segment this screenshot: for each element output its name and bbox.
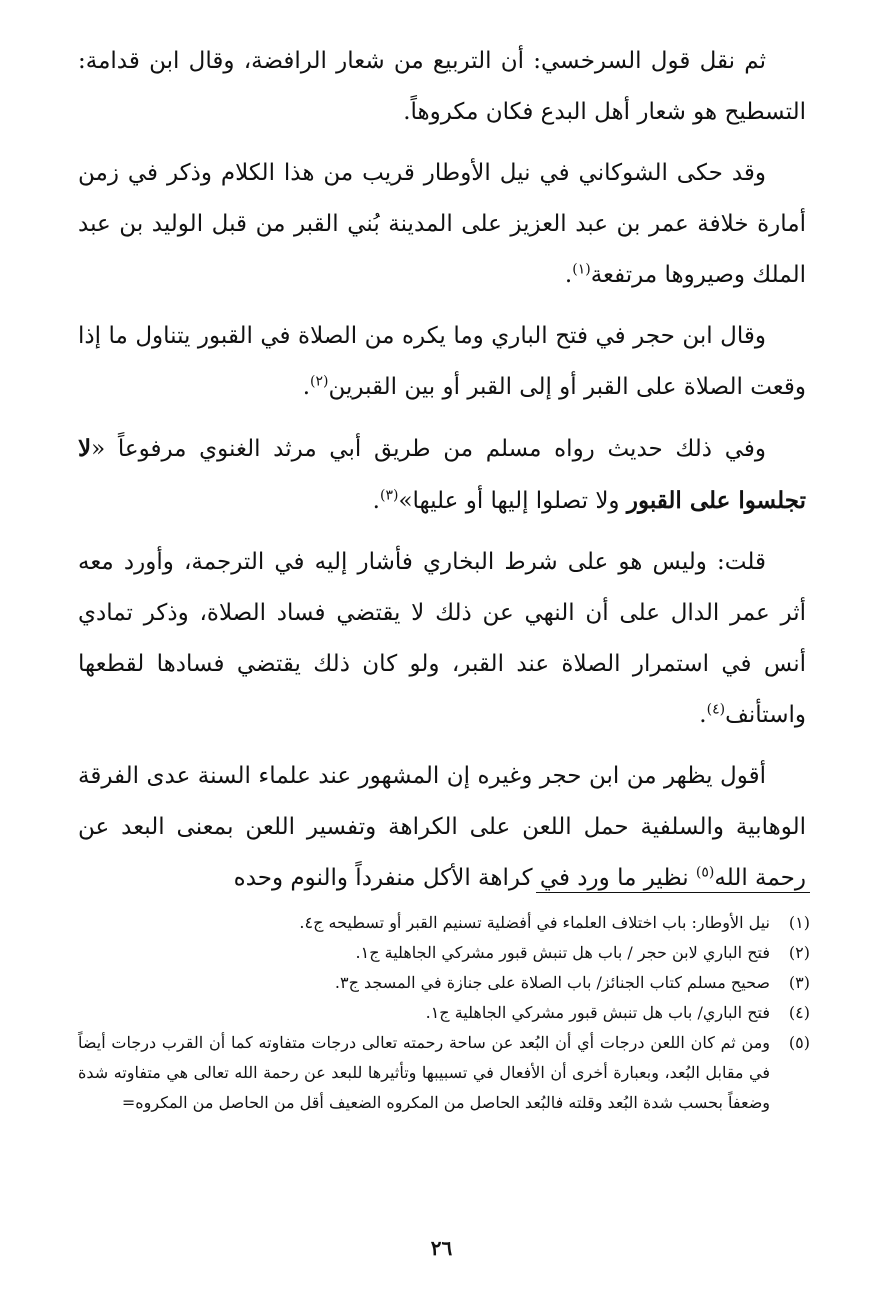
page-number: ٢٦: [430, 1236, 453, 1260]
paragraph: وفي ذلك حديث رواه مسلم من طريق أبي مرثد الغنوي مرفوعاً «لا تجلسوا على القبور ولا تصلوا إليها أو عليها»$^{(٣)}$.: [78, 435, 806, 514]
paragraph: أقول يظهر من ابن حجر وغيره إن المشهور عند علماء السنة عدى الفرقة الوهابية والسلفية حمل اللعن على الكراهة وتفسير اللعن بمعنى البعد عن رحمة الله$^{(٥)}$ نظير ما ورد في كراهة الأكل منفرداً والنوم وحده: [78, 763, 806, 891]
footnote-item: [78, 968, 810, 998]
footnote-number: (٣): [788, 973, 810, 992]
footnote-text: صحيح مسلم كتاب الجنائز/ باب الصلاة على جنازة في المسجد ج٣.: [334, 973, 770, 992]
footnote-ref[interactable]: (٥): [695, 864, 715, 881]
footnote-text: ومن ثم كان اللعن درجات أي أن البُعد عن ساحة رحمته تعالى درجات متفاوته كما أن القرب درجات أيضاً في مقابل البُعد، وبعبارة أخرى أن الأفعال في تسبيبها وتأثيرها للبعد عن رحمة الله تعالى هي متفاوته شدة وضعفاً بحسب شدة البُعد وقلته فالبُعد الحاصل من المكروه الضعيف أقل من الحاصل من المكروه=: [78, 1033, 771, 1112]
paragraph: قلت: وليس هو على شرط البخاري فأشار إليه في الترجمة، وأورد معه أثر عمر الدال على أن النهي عن ذلك لا يقتضي فساد الصلاة، وذكر تمادي أنس في استمرار الصلاة عند القبر، ولو كان ذلك يقتضي فسادها لقطعها واستأنف$^{(٤)}$.: [78, 549, 806, 728]
footnote-item: [78, 908, 810, 938]
footnote-item: [78, 998, 810, 1028]
footnote-ref[interactable]: (٤): [706, 701, 726, 718]
footnotes: [78, 908, 810, 1118]
footnote-divider: [536, 892, 810, 893]
footnote-number: (٢): [788, 943, 810, 962]
footnote-number: (٤): [788, 1003, 810, 1022]
footnote-text: نيل الأوطار: باب اختلاف العلماء في أفضلية تسنيم القبر أو تسطيحه ج٤.: [299, 913, 770, 932]
paragraph: وقال ابن حجر في فتح الباري وما يكره من الصلاة في القبور يتناول ما إذا وقعت الصلاة على القبر أو إلى القبر أو بين القبرين$^{(٢)}$.: [78, 323, 806, 400]
footnote-item: [78, 938, 810, 968]
paragraph: وقد حكى الشوكاني في نيل الأوطار قريب من هذا الكلام وذكر في زمن أمارة خلافة عمر بن عبد العزيز على المدينة بُني القبر من قبل الوليد بن عبد الملك وصيروها مرتفعة$^{(١)}$.: [78, 160, 806, 288]
footnote-text: فتح الباري لابن حجر / باب هل تنبش قبور مشركي الجاهلية ج١.: [355, 943, 770, 962]
footnote-item: [78, 1028, 810, 1118]
footnote-ref[interactable]: (٢): [310, 373, 329, 390]
footnote-text: فتح الباري/ باب هل تنبش قبور مشركي الجاهلية ج١.: [425, 1003, 770, 1022]
footnote-ref[interactable]: (١): [572, 261, 591, 278]
body-text: [78, 36, 806, 914]
footnote-number: (١): [788, 913, 810, 932]
hadith-quote: لا تجلسوا على القبور: [78, 435, 806, 514]
paragraph: ثم نقل قول السرخسي: أن التربيع من شعار الرافضة، وقال ابن قدامة: التسطيح هو شعار أهل البدع فكان مكروهاً.: [78, 48, 806, 125]
footnote-number: (٥): [788, 1033, 810, 1052]
footnote-ref[interactable]: (٣): [379, 487, 399, 504]
